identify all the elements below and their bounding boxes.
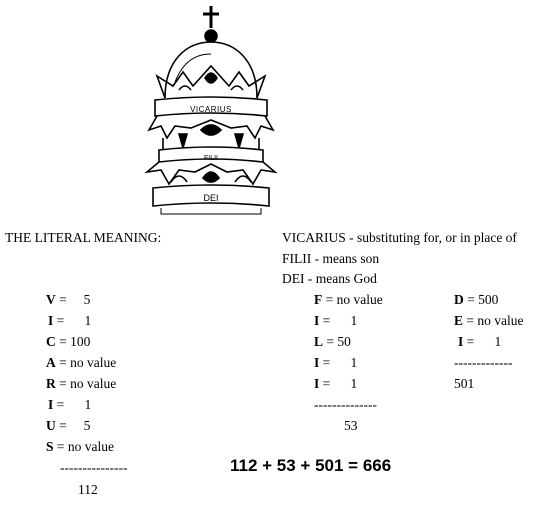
vicarius-row <box>46 334 90 350</box>
papal-tiara-illustration <box>135 2 287 216</box>
letter: I <box>48 313 54 328</box>
letter: A <box>46 355 56 370</box>
vicarius-sum: 112 <box>78 482 98 497</box>
letter: I <box>458 334 464 349</box>
value: = no value <box>55 355 117 370</box>
tiara-band-1-text: VICARIUS <box>190 105 232 114</box>
letter: V <box>46 292 56 307</box>
meaning-filii: FILII - means son <box>282 251 380 266</box>
vicarius-row <box>48 313 91 329</box>
tiara-band-2-text: FILII <box>203 155 219 162</box>
filii-row <box>314 355 357 371</box>
value: = no value <box>53 439 114 454</box>
value: = no value <box>55 376 117 391</box>
letter: I <box>314 376 320 391</box>
letter: S <box>46 439 54 454</box>
letter: U <box>46 418 56 433</box>
value: = 1 <box>53 313 92 328</box>
vicarius-rule: --------------- <box>60 460 128 475</box>
letter: R <box>46 376 56 391</box>
dei-row <box>458 334 501 350</box>
value: = no value <box>463 313 524 328</box>
tiara-band-3-text: DEI <box>203 193 219 203</box>
letter: I <box>314 313 320 328</box>
filii-row <box>314 376 357 392</box>
vicarius-row <box>46 355 116 371</box>
vicarius-row <box>48 397 91 413</box>
letter: E <box>454 313 464 328</box>
vicarius-row <box>46 418 90 434</box>
vicarius-row <box>46 376 116 392</box>
value: = 500 <box>463 292 499 307</box>
letter: F <box>314 292 323 307</box>
value: = 1 <box>319 355 358 370</box>
letter: L <box>314 334 324 349</box>
filii-sum: 53 <box>344 418 358 433</box>
value: = 1 <box>319 376 358 391</box>
meaning-dei: DEI - means God <box>282 271 377 286</box>
dei-sum: 501 <box>454 376 475 391</box>
letter: C <box>46 334 56 349</box>
literal-meaning-heading: THE LITERAL MEANING: <box>5 230 162 245</box>
value: = 1 <box>53 397 92 412</box>
value: = 100 <box>55 334 91 349</box>
letter: I <box>314 355 320 370</box>
filii-row <box>314 334 351 350</box>
filii-row <box>314 292 383 308</box>
filii-row <box>314 313 357 329</box>
value: = 50 <box>323 334 351 349</box>
value: = 5 <box>55 418 91 433</box>
letter: I <box>48 397 54 412</box>
value: = no value <box>322 292 383 307</box>
value: = 1 <box>463 334 502 349</box>
letter: D <box>454 292 464 307</box>
dei-row <box>454 313 524 329</box>
dei-row <box>454 292 498 308</box>
meaning-vicarius: VICARIUS - substituting for, or in place of <box>282 230 517 245</box>
filii-rule: -------------- <box>314 397 377 412</box>
vicarius-row <box>46 439 114 455</box>
vicarius-row <box>46 292 90 308</box>
grand-total-equation: 112 + 53 + 501 = 666 <box>230 456 392 475</box>
value: = 5 <box>55 292 91 307</box>
dei-rule: ------------- <box>454 355 513 370</box>
value: = 1 <box>319 313 358 328</box>
